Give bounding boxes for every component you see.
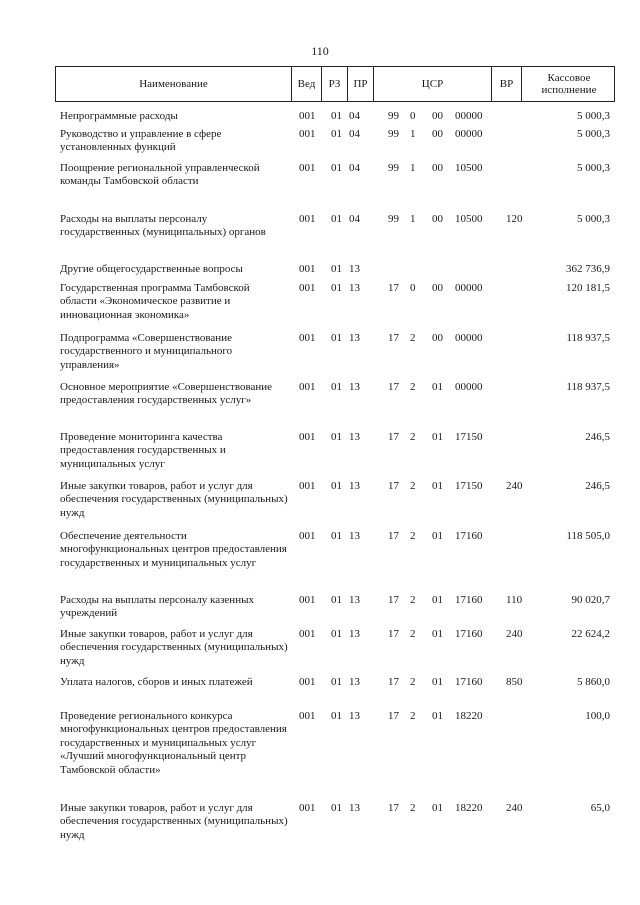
row-rz: 01: [331, 381, 342, 393]
row-csr-direction: 00000: [455, 332, 483, 344]
row-csr-direction: 17150: [455, 431, 483, 443]
row-csr-subprogram: 2: [410, 480, 416, 492]
row-ved: 001: [299, 594, 316, 606]
row-pr: 13: [349, 332, 360, 344]
row-csr-program: 17: [388, 676, 399, 688]
header-csr: ЦСР: [374, 67, 492, 101]
row-name: Иные закупки товаров, работ и услуг для обеспечения государственных (муниципальных) нужд: [60, 628, 288, 667]
row-csr-event: 01: [432, 480, 443, 492]
row-csr-event: 01: [432, 676, 443, 688]
row-csr-direction: 00000: [455, 110, 483, 122]
row-csr-program: 17: [388, 628, 399, 640]
row-csr-direction: 17150: [455, 480, 483, 492]
row-csr-event: 01: [432, 710, 443, 722]
row-csr-direction: 17160: [455, 628, 483, 640]
row-name: Проведение регионального конкурса многофункциональных центров предоставления государственных и муниципальных услуг «Лучший многофункциональный центр Тамбовской области»: [60, 710, 287, 776]
row-csr-program: 17: [388, 332, 399, 344]
row-vr: 110: [506, 594, 523, 606]
row-amount: 5 860,0: [577, 676, 610, 688]
row-csr-subprogram: 2: [410, 530, 416, 542]
header-kassovoe-line1: Кассовое: [547, 72, 591, 84]
header-pr: ПР: [348, 67, 374, 101]
row-csr-event: 01: [432, 530, 443, 542]
row-csr-subprogram: 2: [410, 332, 416, 344]
header-kassovoe: [522, 67, 616, 101]
row-rz: 01: [331, 802, 342, 814]
row-pr: 04: [349, 213, 360, 225]
row-ved: 001: [299, 802, 316, 814]
row-csr-subprogram: 2: [410, 431, 416, 443]
row-pr: 13: [349, 802, 360, 814]
row-ved: 001: [299, 381, 316, 393]
row-csr-event: 00: [432, 332, 443, 344]
row-csr-subprogram: 2: [410, 594, 416, 606]
row-pr: 13: [349, 628, 360, 640]
row-amount: 5 000,3: [577, 213, 610, 225]
row-csr-program: 17: [388, 381, 399, 393]
header-name: Наименование: [56, 67, 292, 101]
row-csr-direction: 00000: [455, 128, 483, 140]
row-csr-direction: 18220: [455, 802, 483, 814]
row-ved: 001: [299, 332, 316, 344]
row-rz: 01: [331, 128, 342, 140]
row-ved: 001: [299, 110, 316, 122]
row-ved: 001: [299, 213, 316, 225]
row-vr: 850: [506, 676, 523, 688]
row-amount: 5 000,3: [577, 162, 610, 174]
row-name: Основное мероприятие «Совершенствование предоставления государственных услуг»: [60, 381, 273, 407]
row-csr-program: 17: [388, 710, 399, 722]
row-csr-subprogram: 2: [410, 628, 416, 640]
row-csr-event: 00: [432, 128, 443, 140]
row-name: Иные закупки товаров, работ и услуг для обеспечения государственных (муниципальных) нужд: [60, 802, 288, 841]
table-header: [55, 66, 615, 102]
row-vr: 240: [506, 480, 523, 492]
row-name: Государственная программа Тамбовской области «Экономическое развитие и инновационная экономика»: [60, 282, 250, 321]
row-vr: 240: [506, 628, 523, 640]
row-name: Расходы на выплаты персоналу казенных учреждений: [60, 594, 254, 620]
row-csr-program: 99: [388, 162, 399, 174]
header-kassovoe-line2: исполнение: [541, 84, 597, 96]
row-ved: 001: [299, 263, 316, 275]
row-ved: 001: [299, 628, 316, 640]
row-csr-program: 99: [388, 213, 399, 225]
row-rz: 01: [331, 628, 342, 640]
row-amount: 5 000,3: [577, 110, 610, 122]
row-rz: 01: [331, 676, 342, 688]
row-name: Подпрограмма «Совершенствование государственного и муниципального управления»: [60, 332, 233, 371]
row-name: Обеспечение деятельности многофункциональных центров предоставления государственных и муниципальных услуг: [60, 530, 287, 569]
row-pr: 13: [349, 431, 360, 443]
row-pr: 13: [349, 282, 360, 294]
row-csr-program: 99: [388, 128, 399, 140]
row-pr: 13: [349, 263, 360, 275]
row-csr-event: 00: [432, 110, 443, 122]
row-pr: 04: [349, 162, 360, 174]
row-name: Непрограммные расходы: [60, 110, 178, 122]
row-amount: 118 937,5: [566, 332, 610, 344]
header-rz: РЗ: [322, 67, 348, 101]
row-ved: 001: [299, 282, 316, 294]
row-pr: 13: [349, 480, 360, 492]
row-ved: 001: [299, 710, 316, 722]
row-csr-direction: 17160: [455, 530, 483, 542]
row-csr-event: 01: [432, 628, 443, 640]
row-name: Расходы на выплаты персоналу государственных (муниципальных) органов: [60, 213, 266, 239]
row-amount: 65,0: [590, 802, 610, 814]
row-rz: 01: [331, 213, 342, 225]
row-csr-direction: 10500: [455, 162, 483, 174]
row-name: Другие общегосударственные вопросы: [60, 263, 243, 275]
row-amount: 118 937,5: [566, 381, 610, 393]
row-csr-event: 00: [432, 213, 443, 225]
row-ved: 001: [299, 431, 316, 443]
row-rz: 01: [331, 162, 342, 174]
row-vr: 120: [506, 213, 523, 225]
row-amount: 22 624,2: [571, 628, 610, 640]
row-csr-event: 01: [432, 802, 443, 814]
row-csr-program: 17: [388, 282, 399, 294]
row-csr-subprogram: 2: [410, 381, 416, 393]
row-ved: 001: [299, 128, 316, 140]
row-rz: 01: [331, 710, 342, 722]
row-amount: 90 020,7: [571, 594, 610, 606]
header-vr: ВР: [492, 67, 522, 101]
row-rz: 01: [331, 594, 342, 606]
row-name: Уплата налогов, сборов и иных платежей: [60, 676, 253, 688]
row-pr: 13: [349, 381, 360, 393]
row-amount: 246,5: [585, 480, 610, 492]
row-csr-event: 01: [432, 594, 443, 606]
row-pr: 13: [349, 676, 360, 688]
row-csr-subprogram: 0: [410, 110, 416, 122]
row-csr-event: 01: [432, 381, 443, 393]
row-pr: 04: [349, 128, 360, 140]
row-csr-event: 00: [432, 282, 443, 294]
row-csr-subprogram: 2: [410, 676, 416, 688]
row-ved: 001: [299, 530, 316, 542]
row-csr-direction: 18220: [455, 710, 483, 722]
row-name: Поощрение региональной управленческой команды Тамбовской области: [60, 162, 260, 188]
row-amount: 246,5: [585, 431, 610, 443]
row-ved: 001: [299, 676, 316, 688]
row-vr: 240: [506, 802, 523, 814]
row-pr: 04: [349, 110, 360, 122]
row-amount: 120 181,5: [566, 282, 610, 294]
row-rz: 01: [331, 530, 342, 542]
row-pr: 13: [349, 594, 360, 606]
row-csr-program: 17: [388, 530, 399, 542]
row-csr-direction: 10500: [455, 213, 483, 225]
row-csr-subprogram: 2: [410, 710, 416, 722]
page-number: 110: [311, 44, 329, 58]
row-csr-direction: 17160: [455, 594, 483, 606]
row-csr-program: 17: [388, 594, 399, 606]
row-name: Иные закупки товаров, работ и услуг для обеспечения государственных (муниципальных) нужд: [60, 480, 288, 519]
row-amount: 362 736,9: [566, 263, 610, 275]
row-csr-subprogram: 1: [410, 162, 416, 174]
row-csr-subprogram: 1: [410, 213, 416, 225]
row-ved: 001: [299, 162, 316, 174]
row-rz: 01: [331, 263, 342, 275]
row-pr: 13: [349, 710, 360, 722]
row-csr-direction: 00000: [455, 381, 483, 393]
row-csr-subprogram: 2: [410, 802, 416, 814]
row-rz: 01: [331, 282, 342, 294]
row-csr-event: 00: [432, 162, 443, 174]
row-csr-subprogram: 0: [410, 282, 416, 294]
row-csr-program: 17: [388, 802, 399, 814]
row-csr-program: 17: [388, 480, 399, 492]
row-csr-program: 17: [388, 431, 399, 443]
row-amount: 100,0: [585, 710, 610, 722]
row-name: Руководство и управление в сфере установленных функций: [60, 128, 222, 154]
row-amount: 5 000,3: [577, 128, 610, 140]
row-ved: 001: [299, 480, 316, 492]
row-rz: 01: [331, 480, 342, 492]
row-rz: 01: [331, 110, 342, 122]
header-ved: Вед: [292, 67, 322, 101]
row-rz: 01: [331, 332, 342, 344]
row-amount: 118 505,0: [566, 530, 610, 542]
row-pr: 13: [349, 530, 360, 542]
row-name: Проведение мониторинга качества предоставления государственных и муниципальных услуг: [60, 431, 226, 470]
row-csr-event: 01: [432, 431, 443, 443]
row-csr-direction: 17160: [455, 676, 483, 688]
row-csr-direction: 00000: [455, 282, 483, 294]
row-rz: 01: [331, 431, 342, 443]
row-csr-subprogram: 1: [410, 128, 416, 140]
row-csr-program: 99: [388, 110, 399, 122]
